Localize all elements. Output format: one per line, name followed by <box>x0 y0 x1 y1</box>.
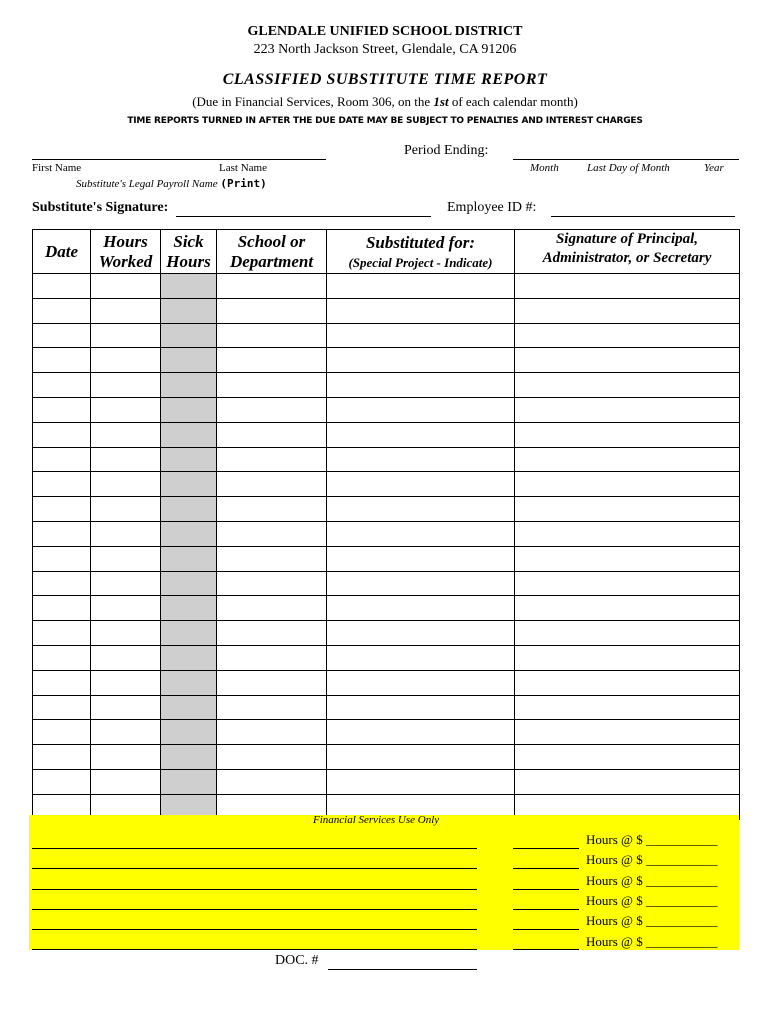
date-cell[interactable] <box>33 546 91 571</box>
table-row <box>33 745 740 770</box>
hours-worked-cell[interactable] <box>91 571 161 596</box>
sick-hours-header <box>161 230 217 274</box>
substituted-for-cell[interactable] <box>327 621 515 646</box>
hours-worked-cell[interactable] <box>91 546 161 571</box>
sick-hours-cell[interactable] <box>161 373 217 398</box>
sick-hours-cell[interactable] <box>161 546 217 571</box>
hours-worked-cell[interactable] <box>91 720 161 745</box>
approver-signature-cell[interactable] <box>515 645 740 670</box>
hours-worked-cell[interactable] <box>91 447 161 472</box>
date-cell[interactable] <box>33 397 91 422</box>
hours-worked-cell[interactable] <box>91 323 161 348</box>
district-name: GLENDALE UNIFIED SCHOOL DISTRICT <box>247 24 523 39</box>
approver-signature-cell[interactable] <box>515 472 740 497</box>
hours-worked-cell[interactable] <box>91 298 161 323</box>
school-cell[interactable] <box>217 472 327 497</box>
hours-entry-line[interactable] <box>513 909 579 910</box>
substituted-for-cell[interactable] <box>327 497 515 522</box>
school-cell[interactable] <box>217 323 327 348</box>
financial-line[interactable] <box>32 889 477 890</box>
substituted-for-cell[interactable] <box>327 274 515 299</box>
date-cell[interactable] <box>33 323 91 348</box>
time-table <box>32 229 740 820</box>
substituted-for-cell[interactable] <box>327 447 515 472</box>
substituted-for-cell[interactable] <box>327 472 515 497</box>
table-header-row <box>33 230 740 274</box>
hours-header-line2: Worked <box>98 251 153 271</box>
substituted-header-line1: Substituted for: <box>365 232 476 252</box>
approver-signature-cell[interactable] <box>515 596 740 621</box>
hours-worked-cell[interactable] <box>91 745 161 770</box>
sick-hours-cell[interactable] <box>161 298 217 323</box>
employee-id-label: Employee ID #: <box>447 200 537 215</box>
school-cell[interactable] <box>217 497 327 522</box>
approver-signature-cell[interactable] <box>515 745 740 770</box>
legal-name-label: Substitute's Legal Payroll Name <box>76 178 218 190</box>
school-header-line2: Department <box>229 251 314 271</box>
hours-header-line1: Hours <box>103 231 148 251</box>
school-cell[interactable] <box>217 670 327 695</box>
sick-hours-cell[interactable] <box>161 323 217 348</box>
hours-rate-text: Hours @ $ ___________ <box>586 893 718 908</box>
district-address: 223 North Jackson Street, Glendale, CA 91206 <box>253 42 517 57</box>
table-row <box>33 397 740 422</box>
substituted-for-cell[interactable] <box>327 745 515 770</box>
sick-hours-cell[interactable] <box>161 670 217 695</box>
table-row <box>33 695 740 720</box>
period-ending-line[interactable] <box>513 159 739 160</box>
financial-line[interactable] <box>32 848 477 849</box>
date-cell[interactable] <box>33 274 91 299</box>
due-notice <box>0 94 770 110</box>
sick-header-line2: Hours <box>166 251 211 271</box>
sick-hours-cell[interactable] <box>161 571 217 596</box>
sick-hours-cell[interactable] <box>161 472 217 497</box>
school-cell[interactable] <box>217 447 327 472</box>
hours-worked-cell[interactable] <box>91 769 161 794</box>
sick-hours-cell[interactable] <box>161 422 217 447</box>
table-row <box>33 298 740 323</box>
hours-worked-cell[interactable] <box>91 621 161 646</box>
employee-id-line[interactable] <box>551 216 735 217</box>
sick-hours-cell[interactable] <box>161 720 217 745</box>
signature-line[interactable] <box>176 216 431 217</box>
approver-signature-cell[interactable] <box>515 274 740 299</box>
hours-rate-text: Hours @ $ ___________ <box>586 934 718 949</box>
sick-hours-cell[interactable] <box>161 348 217 373</box>
substituted-for-cell[interactable] <box>327 422 515 447</box>
table-row <box>33 621 740 646</box>
table-row <box>33 373 740 398</box>
table-row <box>33 645 740 670</box>
signature-label: Substitute's Signature: <box>32 200 169 215</box>
school-cell[interactable] <box>217 521 327 546</box>
substituted-for-cell[interactable] <box>327 348 515 373</box>
school-cell[interactable] <box>217 298 327 323</box>
hours-entry-line[interactable] <box>513 949 579 950</box>
table-row <box>33 769 740 794</box>
doc-number-label: DOC. # <box>275 953 319 968</box>
table-row <box>33 546 740 571</box>
date-cell[interactable] <box>33 596 91 621</box>
date-cell[interactable] <box>33 571 91 596</box>
sick-hours-cell[interactable] <box>161 769 217 794</box>
sick-hours-cell[interactable] <box>161 397 217 422</box>
page-title: CLASSIFIED SUBSTITUTE TIME REPORT <box>222 71 548 88</box>
sick-hours-cell[interactable] <box>161 695 217 720</box>
substituted-for-cell[interactable] <box>327 596 515 621</box>
financial-services-label: Financial Services Use Only <box>313 814 440 826</box>
approver-signature-cell[interactable] <box>515 546 740 571</box>
sick-hours-cell[interactable] <box>161 497 217 522</box>
substituted-for-cell[interactable] <box>327 695 515 720</box>
school-cell[interactable] <box>217 274 327 299</box>
legal-name-caption <box>76 177 267 190</box>
due-suffix: of each calendar month) <box>448 94 578 109</box>
approver-signature-cell[interactable] <box>515 323 740 348</box>
substituted-for-cell[interactable] <box>327 571 515 596</box>
school-cell[interactable] <box>217 645 327 670</box>
hours-worked-cell[interactable] <box>91 695 161 720</box>
school-cell[interactable] <box>217 695 327 720</box>
financial-line[interactable] <box>32 929 477 930</box>
substituted-for-cell[interactable] <box>327 546 515 571</box>
date-cell[interactable] <box>33 521 91 546</box>
approver-signature-cell[interactable] <box>515 695 740 720</box>
table-row <box>33 521 740 546</box>
date-cell[interactable] <box>33 769 91 794</box>
approver-signature-cell[interactable] <box>515 422 740 447</box>
substituted-for-cell[interactable] <box>327 670 515 695</box>
substituted-for-cell[interactable] <box>327 769 515 794</box>
approver-signature-cell[interactable] <box>515 348 740 373</box>
print-label: (Print) <box>220 177 267 190</box>
sick-hours-cell[interactable] <box>161 596 217 621</box>
year-label: Year <box>704 162 724 174</box>
substituted-for-cell[interactable] <box>327 373 515 398</box>
table-row <box>33 720 740 745</box>
hours-worked-cell[interactable] <box>91 670 161 695</box>
table-row <box>33 422 740 447</box>
sick-hours-cell[interactable] <box>161 621 217 646</box>
financial-line[interactable] <box>32 909 477 910</box>
approver-signature-cell[interactable] <box>515 497 740 522</box>
approver-signature-cell[interactable] <box>515 621 740 646</box>
doc-number-line[interactable] <box>328 969 477 970</box>
school-cell[interactable] <box>217 422 327 447</box>
school-cell[interactable] <box>217 397 327 422</box>
date-cell[interactable] <box>33 447 91 472</box>
date-cell[interactable] <box>33 745 91 770</box>
date-cell[interactable] <box>33 621 91 646</box>
hours-worked-cell[interactable] <box>91 274 161 299</box>
approver-signature-cell[interactable] <box>515 720 740 745</box>
date-cell[interactable] <box>33 348 91 373</box>
last-day-label: Last Day of Month <box>587 162 670 174</box>
table-row <box>33 497 740 522</box>
table-row <box>33 348 740 373</box>
date-cell[interactable] <box>33 497 91 522</box>
school-cell[interactable] <box>217 571 327 596</box>
hours-entry-line[interactable] <box>513 889 579 890</box>
date-header <box>33 230 91 274</box>
hours-worked-header <box>91 230 161 274</box>
school-cell[interactable] <box>217 745 327 770</box>
approver-signature-header <box>515 230 740 274</box>
sick-hours-cell[interactable] <box>161 521 217 546</box>
substituted-for-cell[interactable] <box>327 521 515 546</box>
date-cell[interactable] <box>33 720 91 745</box>
sick-header-line1: Sick <box>173 231 204 251</box>
due-prefix: (Due in Financial Services, Room 306, on the <box>192 94 434 109</box>
substituted-for-cell[interactable] <box>327 645 515 670</box>
hours-worked-cell[interactable] <box>91 472 161 497</box>
approver-signature-cell[interactable] <box>515 521 740 546</box>
sick-hours-cell[interactable] <box>161 447 217 472</box>
school-cell[interactable] <box>217 373 327 398</box>
school-cell[interactable] <box>217 596 327 621</box>
school-cell[interactable] <box>217 348 327 373</box>
table-row <box>33 596 740 621</box>
table-row <box>33 670 740 695</box>
sick-hours-cell[interactable] <box>161 645 217 670</box>
hours-entry-line[interactable] <box>513 848 579 849</box>
hours-worked-cell[interactable] <box>91 373 161 398</box>
hours-worked-cell[interactable] <box>91 521 161 546</box>
hours-worked-cell[interactable] <box>91 497 161 522</box>
school-cell[interactable] <box>217 769 327 794</box>
substituted-for-header <box>327 230 515 274</box>
approver-signature-cell[interactable] <box>515 447 740 472</box>
substituted-for-cell[interactable] <box>327 397 515 422</box>
date-cell[interactable] <box>33 298 91 323</box>
school-header <box>217 230 327 274</box>
substituted-for-cell[interactable] <box>327 323 515 348</box>
school-cell[interactable] <box>217 720 327 745</box>
approver-signature-cell[interactable] <box>515 373 740 398</box>
date-cell[interactable] <box>33 373 91 398</box>
period-ending-label: Period Ending: <box>404 143 489 158</box>
date-cell[interactable] <box>33 695 91 720</box>
table-row <box>33 571 740 596</box>
hours-worked-cell[interactable] <box>91 596 161 621</box>
approver-header-line1: Signature of Principal, <box>555 231 699 247</box>
hours-entry-line[interactable] <box>513 929 579 930</box>
sick-hours-cell[interactable] <box>161 745 217 770</box>
table-body <box>33 274 740 820</box>
last-name-label: Last Name <box>219 162 267 174</box>
table-row <box>33 274 740 299</box>
date-cell[interactable] <box>33 645 91 670</box>
financial-line[interactable] <box>32 949 477 950</box>
school-cell[interactable] <box>217 621 327 646</box>
hours-rate-text: Hours @ $ ___________ <box>586 913 718 928</box>
table-row <box>33 447 740 472</box>
hours-worked-cell[interactable] <box>91 348 161 373</box>
approver-signature-cell[interactable] <box>515 571 740 596</box>
substituted-for-cell[interactable] <box>327 298 515 323</box>
substituted-header-line2: (Special Project - Indicate) <box>348 254 493 270</box>
due-day: 1st <box>433 94 449 109</box>
sick-hours-cell[interactable] <box>161 274 217 299</box>
table-row <box>33 472 740 497</box>
date-header-text: Date <box>44 241 79 261</box>
school-cell[interactable] <box>217 546 327 571</box>
substituted-for-cell[interactable] <box>327 720 515 745</box>
date-cell[interactable] <box>33 670 91 695</box>
hours-entry-line[interactable] <box>513 868 579 869</box>
school-header-line1: School or <box>237 231 306 251</box>
hours-rate-text: Hours @ $ ___________ <box>586 832 718 847</box>
financial-line[interactable] <box>32 868 477 869</box>
approver-signature-cell[interactable] <box>515 298 740 323</box>
date-cell[interactable] <box>33 422 91 447</box>
hours-rate-text: Hours @ $ ___________ <box>586 852 718 867</box>
approver-header-line2: Administrator, or Secretary <box>542 250 712 266</box>
late-warning: TIME REPORTS TURNED IN AFTER THE DUE DATE MAY BE SUBJECT TO PENALTIES AND INTEREST CHARGES <box>127 116 643 126</box>
hours-worked-cell[interactable] <box>91 422 161 447</box>
name-line[interactable] <box>32 159 326 160</box>
approver-signature-cell[interactable] <box>515 670 740 695</box>
table-row <box>33 323 740 348</box>
hours-worked-cell[interactable] <box>91 645 161 670</box>
month-label: Month <box>530 162 559 174</box>
hours-worked-cell[interactable] <box>91 397 161 422</box>
approver-signature-cell[interactable] <box>515 397 740 422</box>
hours-rate-text: Hours @ $ ___________ <box>586 873 718 888</box>
first-name-label: First Name <box>32 162 82 174</box>
approver-signature-cell[interactable] <box>515 769 740 794</box>
date-cell[interactable] <box>33 472 91 497</box>
